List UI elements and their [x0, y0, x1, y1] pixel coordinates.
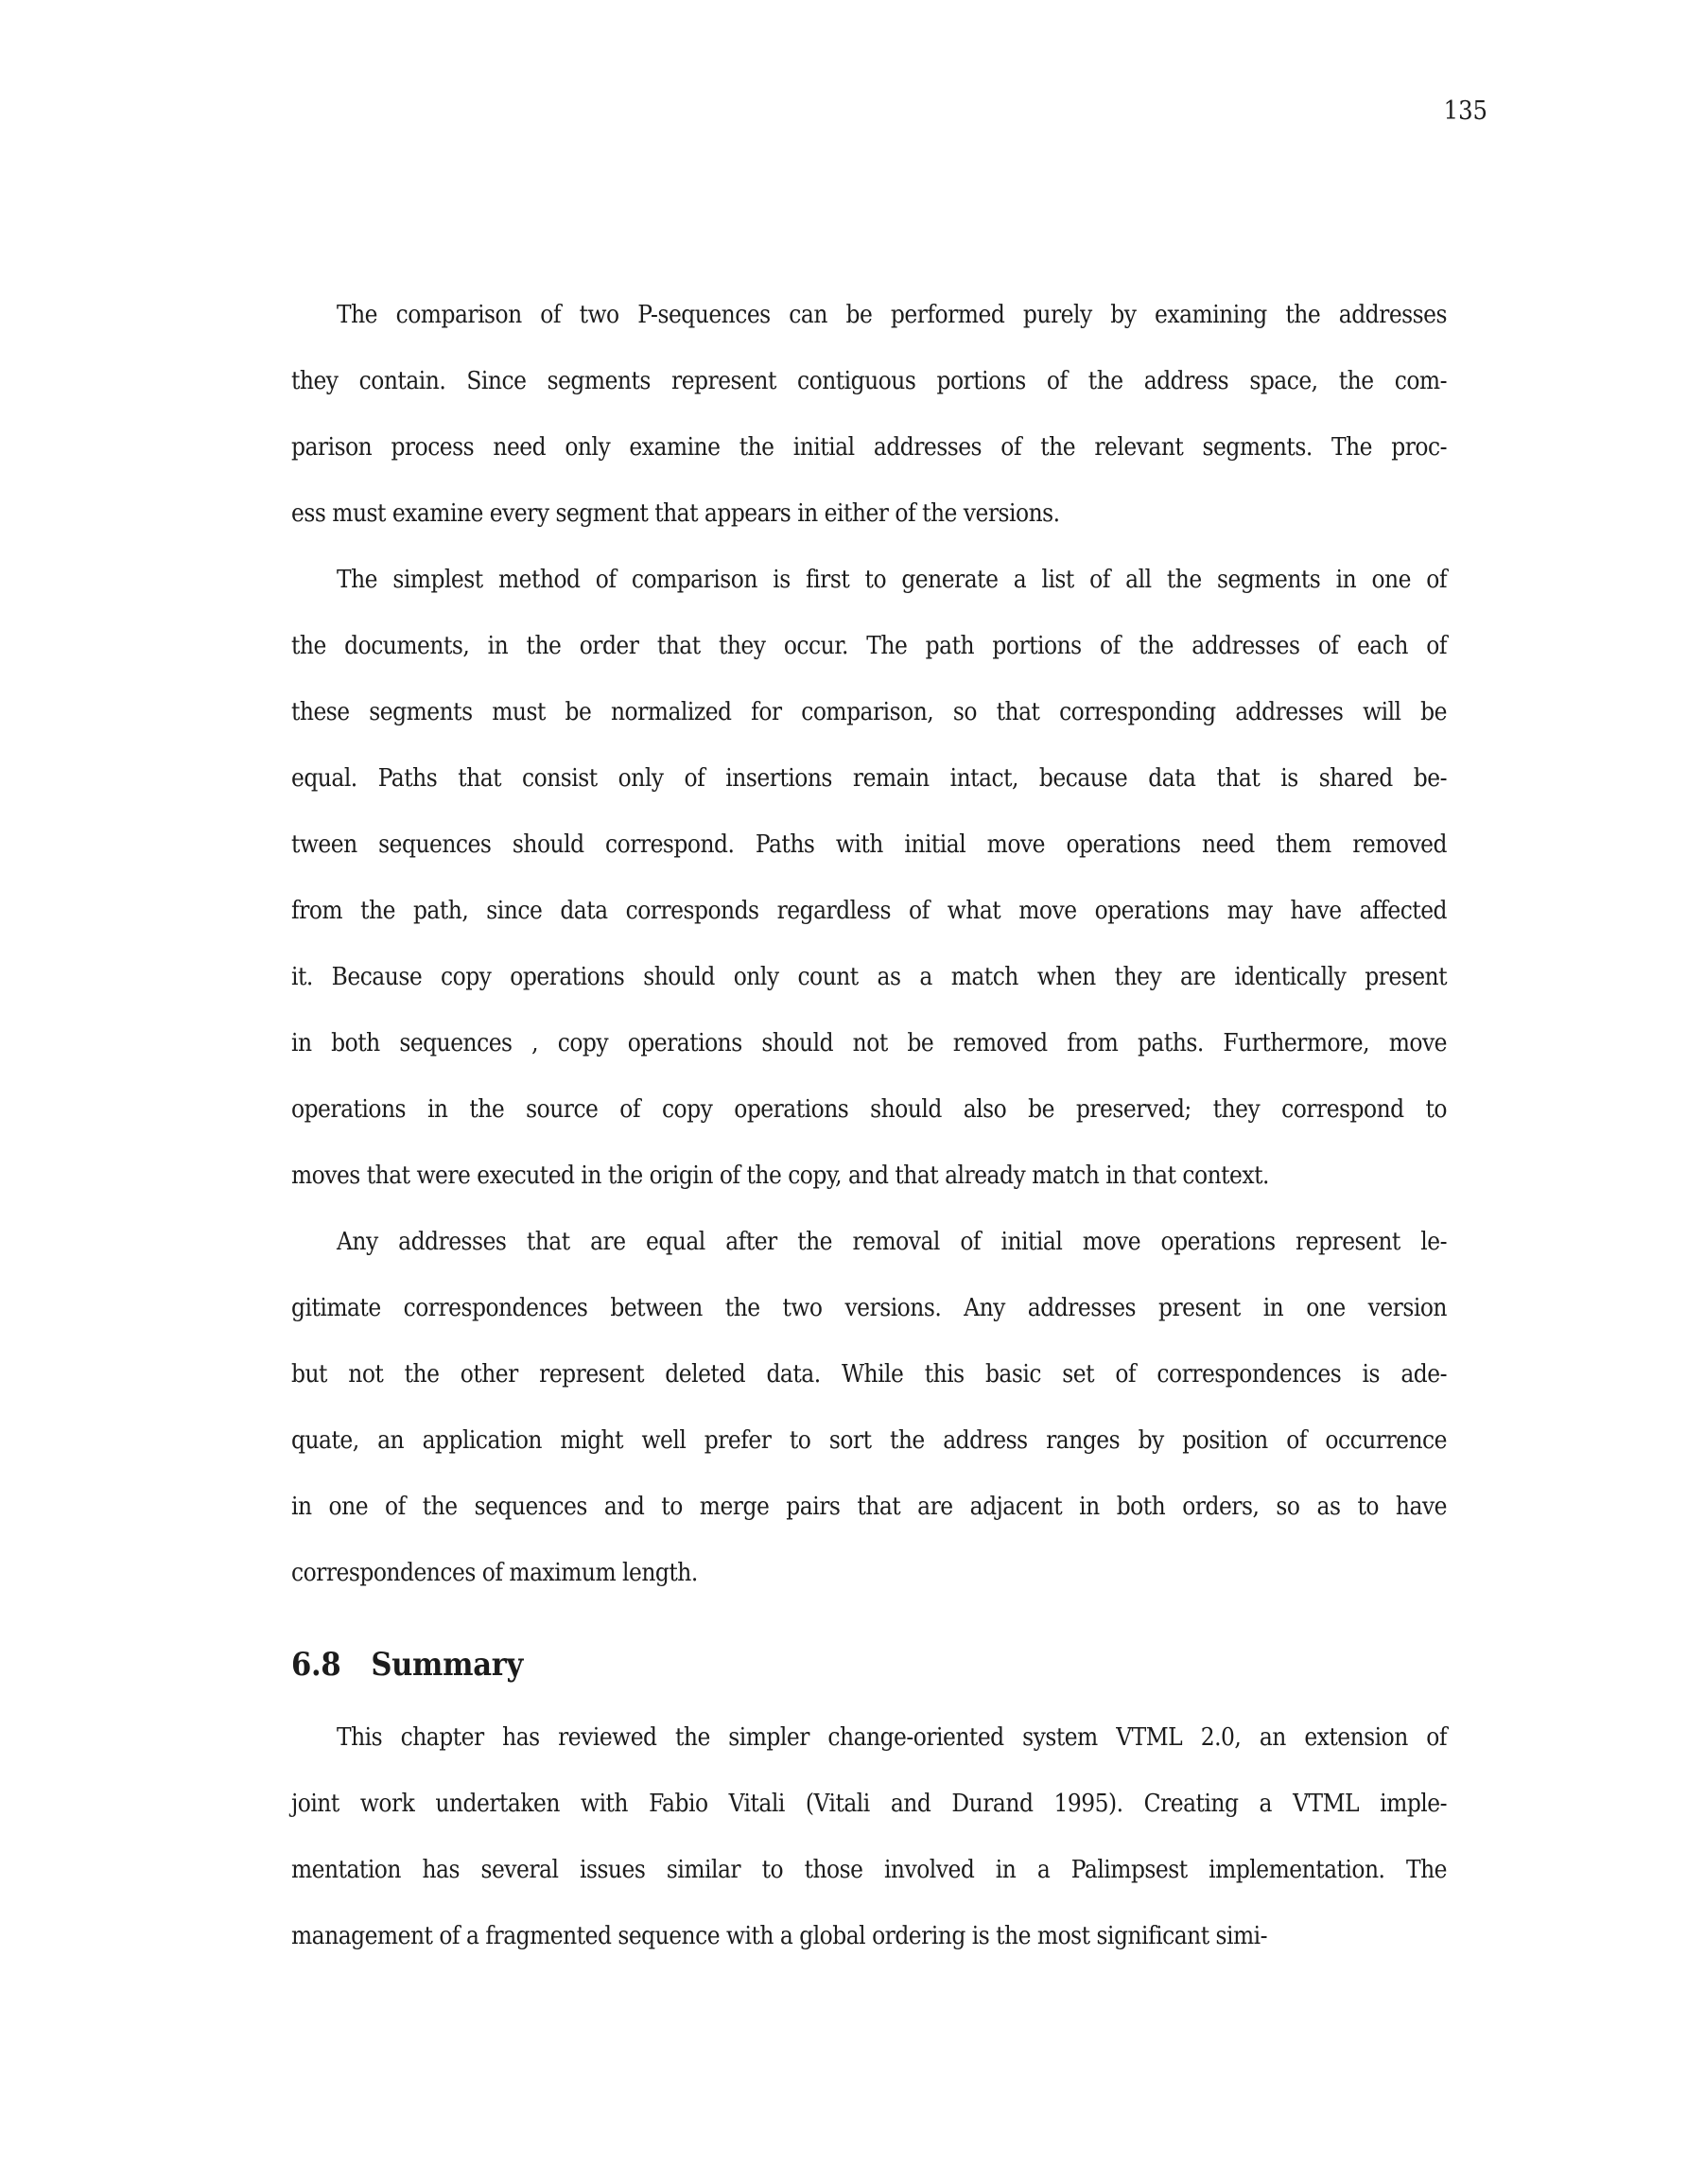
text-line: joint work undertaken with Fabio Vitali (Vitali and Durand 1995). Creating a VTML imple- — [291, 1790, 1447, 1818]
text-line: ess must examine every segment that appears in either of the versions. — [291, 499, 1060, 528]
text-line: the documents, in the order that they occur. The path portions of the addresses of each of — [291, 632, 1447, 660]
paragraph — [291, 1704, 1447, 1969]
paragraph — [291, 282, 1447, 547]
page-number: 135 — [1443, 96, 1487, 126]
document-body — [291, 282, 1447, 1969]
text-line: in one of the sequences and to merge pairs that are adjacent in both orders, so as to have — [291, 1493, 1447, 1521]
text-line: Any addresses that are equal after the removal of initial move operations represent le- — [337, 1228, 1447, 1256]
text-line: tween sequences should correspond. Paths with initial move operations need them removed — [291, 830, 1447, 859]
text-line: mentation has several issues similar to those involved in a Palimpsest implementation. The — [291, 1856, 1447, 1884]
text-line: but not the other represent deleted data. While this basic set of correspondences is ade- — [291, 1360, 1447, 1389]
text-line: management of a fragmented sequence with a global ordering is the most significant simi- — [291, 1922, 1268, 1950]
text-line: they contain. Since segments represent contiguous portions of the address space, the com- — [291, 367, 1447, 395]
text-line: This chapter has reviewed the simpler change-oriented system VTML 2.0, an extension of — [337, 1723, 1447, 1752]
text-line: it. Because copy operations should only count as a match when they are identically present — [291, 963, 1447, 991]
text-line: these segments must be normalized for comparison, so that corresponding addresses will be — [291, 698, 1447, 726]
text-line: The simplest method of comparison is first to generate a list of all the segments in one of — [337, 566, 1447, 594]
text-line: in both sequences , copy operations should not be removed from paths. Furthermore, move — [291, 1029, 1447, 1057]
section-number: 6.8 — [291, 1646, 341, 1684]
text-line: parison process need only examine the initial addresses of the relevant segments. The proc- — [291, 433, 1447, 462]
text-line: The comparison of two P-sequences can be performed purely by examining the addresses — [337, 301, 1447, 329]
text-line: correspondences of maximum length. — [291, 1559, 698, 1587]
paragraph — [291, 547, 1447, 1209]
text-line: from the path, since data corresponds regardless of what move operations may have affected — [291, 897, 1447, 925]
section-title: Summary — [371, 1646, 524, 1684]
text-line: operations in the source of copy operations should also be preserved; they correspond to — [291, 1095, 1447, 1124]
text-line: moves that were executed in the origin of the copy, and that already match in that context. — [291, 1162, 1269, 1190]
text-line: quate, an application might well prefer to sort the address ranges by position of occurrence — [291, 1426, 1447, 1455]
text-line: equal. Paths that consist only of insertions remain intact, because data that is shared be- — [291, 764, 1447, 793]
section-heading — [291, 1625, 1447, 1704]
paragraph — [291, 1209, 1447, 1606]
text-line: gitimate correspondences between the two versions. Any addresses present in one version — [291, 1294, 1447, 1322]
